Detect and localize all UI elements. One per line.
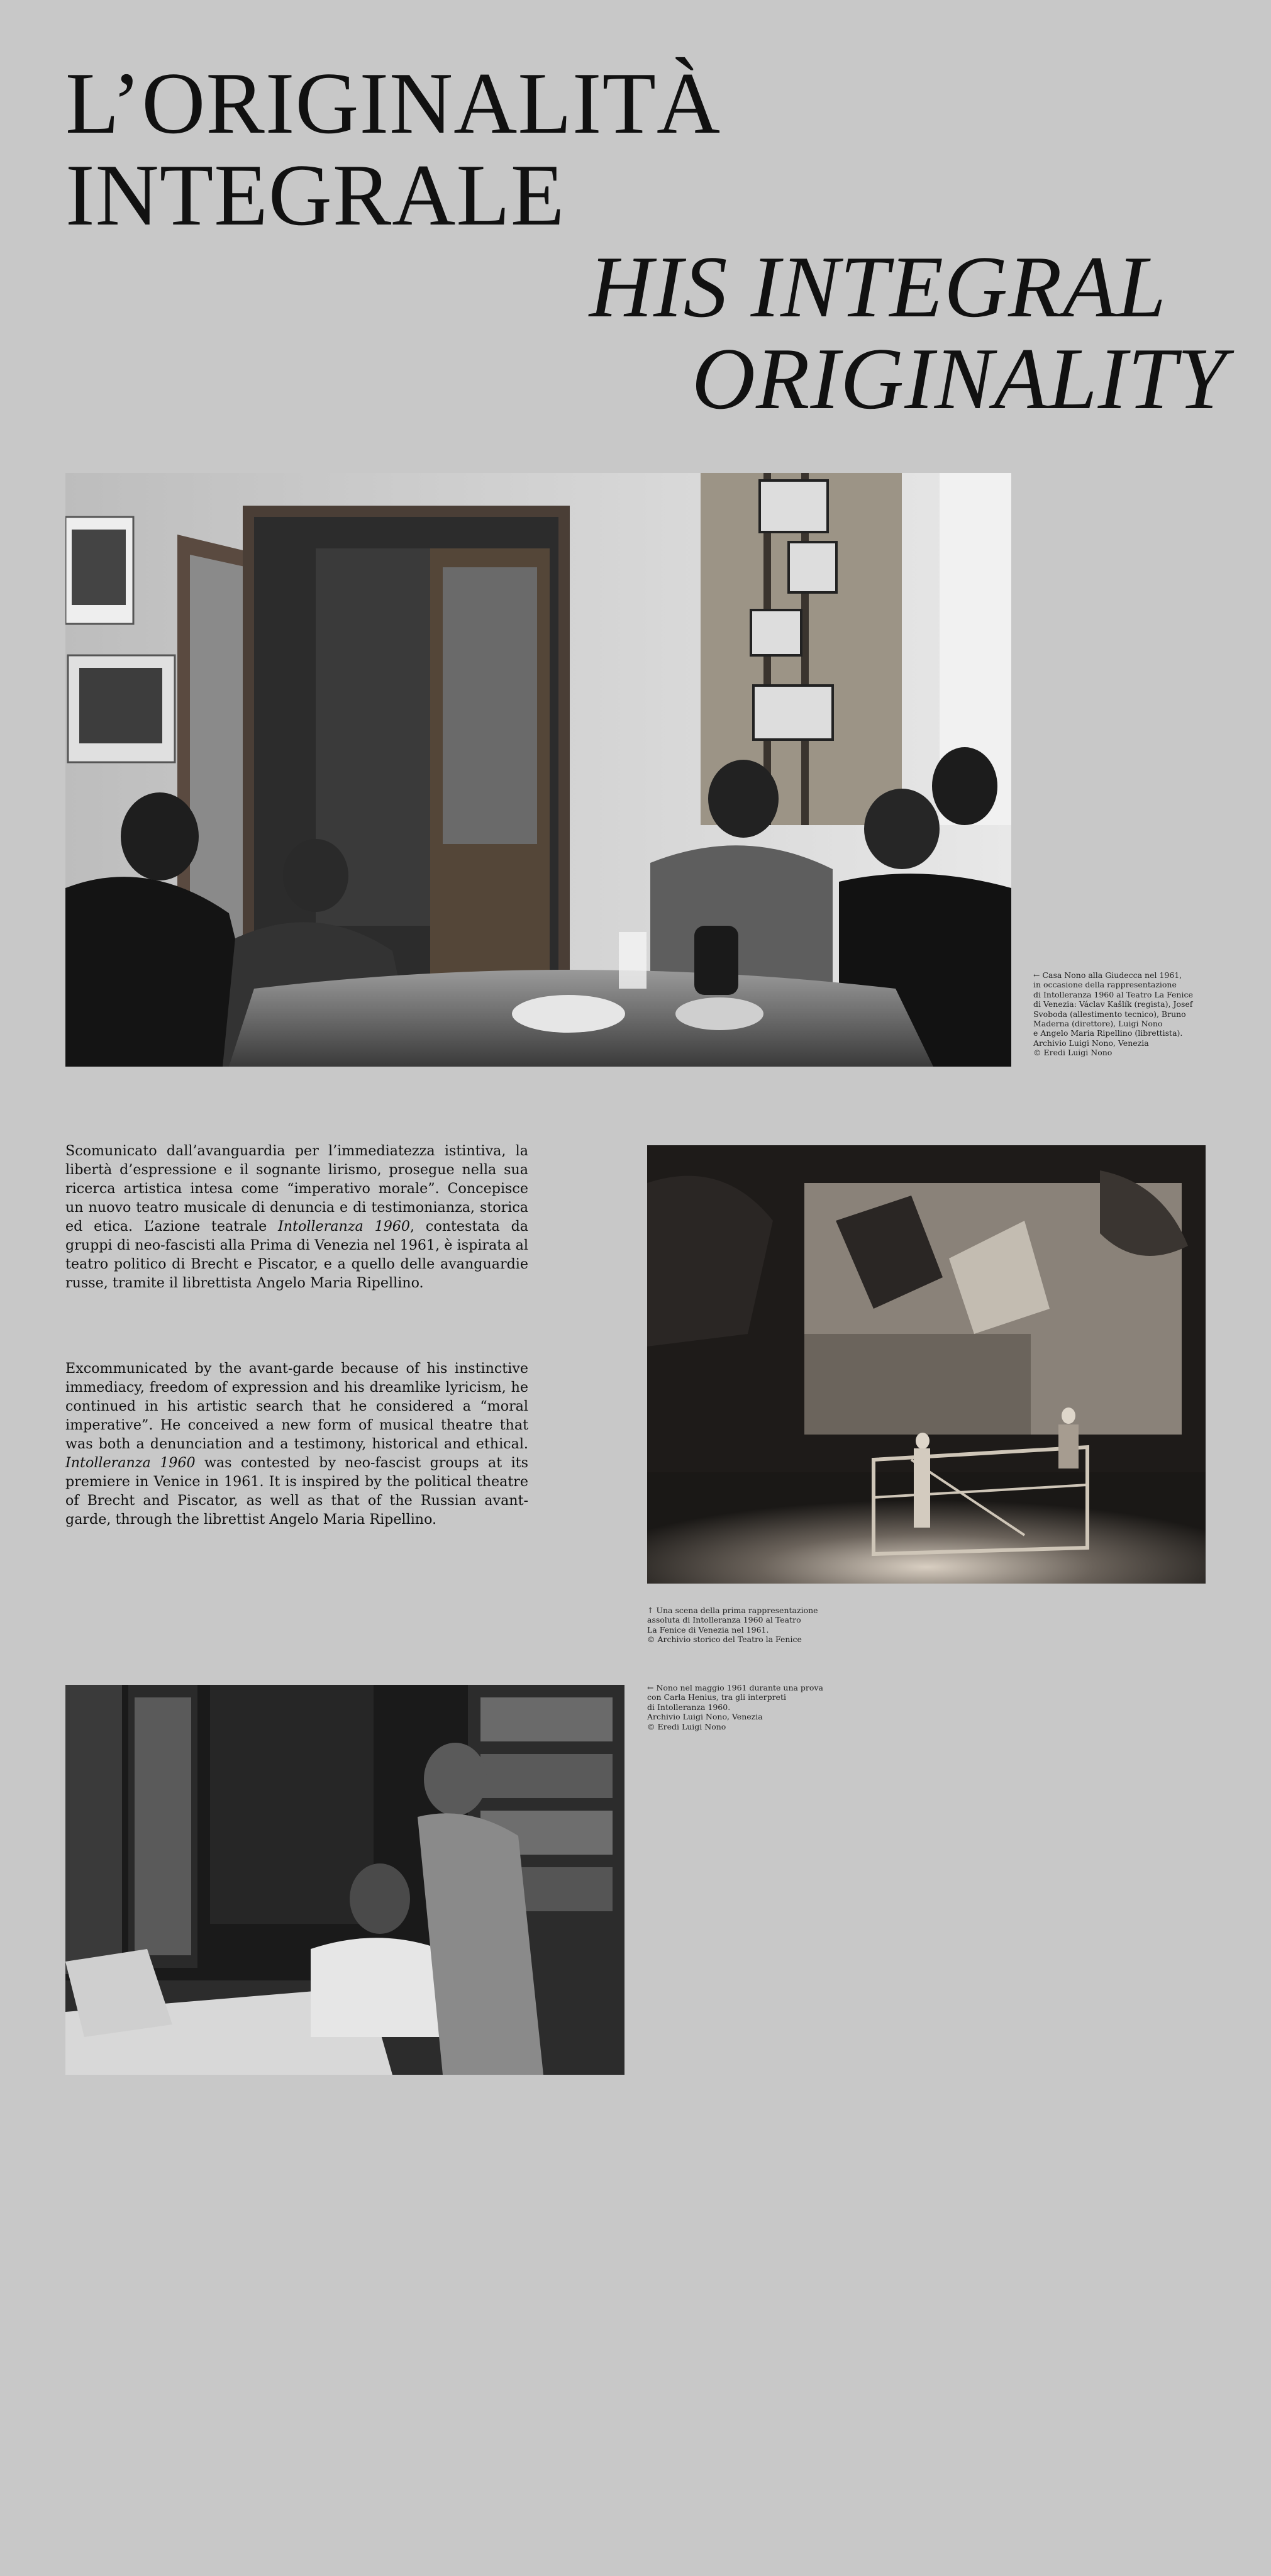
caption-stage: ↑ Una scena della prima rappresentazione assoluta di Intolleranza 1960 al Teatro La Fenice di Venezia nel 1961. © Archivio storico del Teatro la Fenice bbox=[647, 1606, 818, 1645]
body-text-english-part-2: was contested by neo-fascist groups at its premiere in Venice in 1961. It is inspired by the political theatre of Brecht and Piscator, as well as that of the Russian avant-garde, through the librettist Angelo Maria Ripellino. bbox=[65, 1455, 528, 1528]
title-italian bbox=[65, 55, 721, 244]
title-italian-line-1: L’ORIGINALITÀ bbox=[65, 55, 721, 152]
caption-meeting: ← Casa Nono alla Giudecca nel 1961, in occasione della rappresentazione di Intolleranza 1960 al Teatro La Fenice di Venezia: Václav Kašlík (regista), Josef Svoboda (allestimento tecnico), Bruno Maderna (direttore), Luigi Nono e Angelo Maria Ripellino (librettista). Archivio Luigi Nono, Venezia © Eredi Luigi Nono bbox=[1033, 970, 1193, 1058]
body-text-english bbox=[65, 1359, 528, 1529]
caption-rehearsal: ← Nono nel maggio 1961 durante una prova con Carla Henius, tra gli interpreti di Intolleranza 1960. Archivio Luigi Nono, Venezia © Eredi Luigi Nono bbox=[647, 1683, 823, 1731]
body-text-english-part-1: Excommunicated by the avant-garde because of his instinctive immediacy, freedom of expression and his dreamlike lyricism, he continued in his artistic search that he considered a “moral imperative”. He conceived a new form of musical theatre that was both a denunciation and a testimony, historical and ethical. bbox=[65, 1360, 528, 1452]
photo-stage-scene bbox=[647, 1145, 1206, 1584]
photo-meeting-casa-nono bbox=[65, 473, 1011, 1067]
body-text-italian-part-1: Scomunicato dall’avanguardia per l’immediatezza istintiva, la libertà d’espressione e il sognante lirismo, prosegue nella sua ricerca artistica intesa come “imperativo morale”. Concepisce un nuovo teatro musicale di denuncia e di testimonianza, storica ed etica. L’azione teatrale bbox=[65, 1143, 528, 1235]
body-text-italian bbox=[65, 1141, 528, 1292]
title-english-line-2: ORIGINALITY bbox=[691, 330, 1227, 428]
title-italian-line-2: INTEGRALE bbox=[65, 147, 565, 244]
title-english bbox=[589, 238, 1227, 428]
photo-rehearsal-nono-henius bbox=[65, 1685, 624, 2075]
work-title-english: Intolleranza 1960 bbox=[65, 1455, 196, 1471]
title-english-line-1: HIS INTEGRAL bbox=[589, 238, 1167, 336]
work-title-italian: Intolleranza 1960 bbox=[278, 1218, 411, 1235]
body-text-italian-part-2: , contestata da gruppi di neo-fascisti alla Prima di Venezia nel 1961, è ispirata al teatro politico di Brecht e Piscator, e a quello delle avanguardie russe, tramite il librettista Angelo Maria Ripellino. bbox=[65, 1218, 528, 1291]
